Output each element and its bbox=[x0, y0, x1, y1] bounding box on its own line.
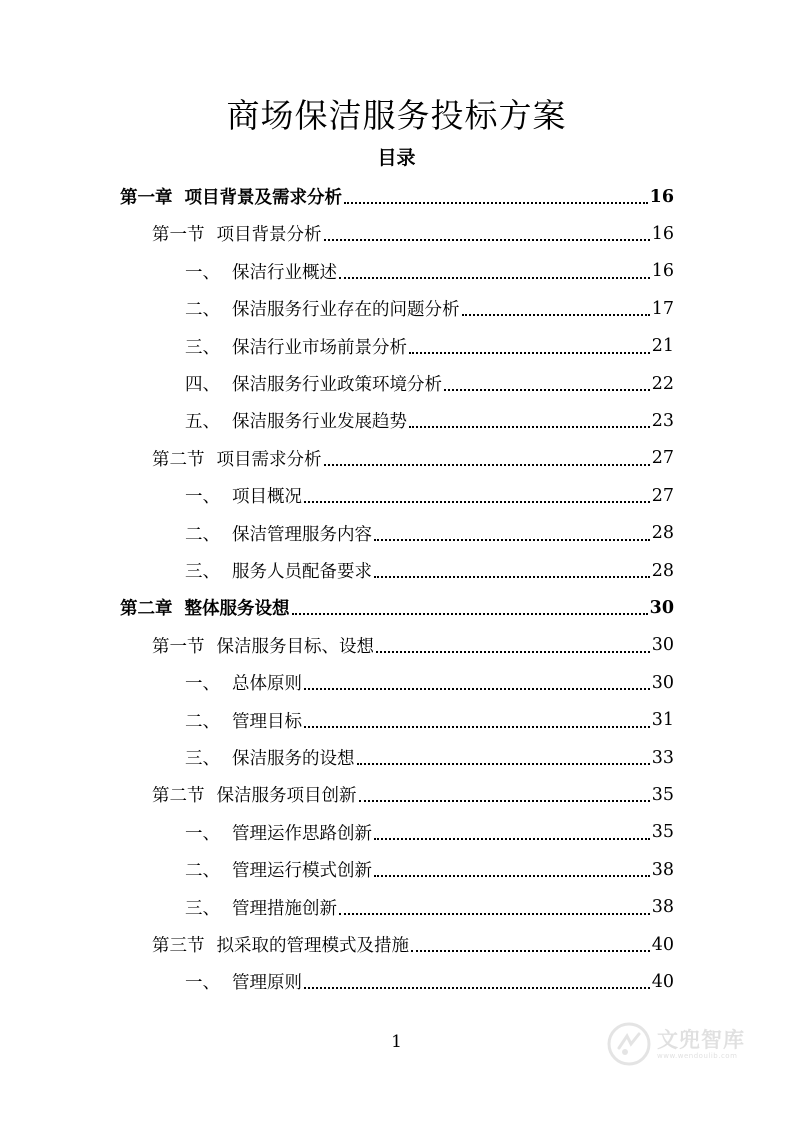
toc-entry-number: 一、 bbox=[185, 487, 220, 508]
toc-dot-leader bbox=[339, 913, 650, 915]
toc-entry-number: 三、 bbox=[185, 562, 220, 582]
toc-entry-title: 服务人员配备要求 bbox=[232, 562, 372, 582]
toc-entry[interactable] bbox=[152, 627, 674, 664]
toc-entry-page: 38 bbox=[651, 897, 674, 918]
toc-entry[interactable] bbox=[152, 440, 674, 477]
toc-dot-leader bbox=[304, 987, 650, 989]
toc-entry-page: 31 bbox=[651, 710, 674, 731]
toc-entry-number: 四、 bbox=[185, 375, 220, 395]
toc-entry-page: 22 bbox=[651, 373, 674, 394]
toc-entry-page: 27 bbox=[651, 485, 674, 506]
toc-entry-page: 28 bbox=[651, 560, 674, 581]
watermark-url: www.wendoulib.com bbox=[657, 1052, 738, 1060]
toc-entry-title: 保洁服务行业发展趋势 bbox=[232, 412, 407, 433]
toc-dot-leader bbox=[374, 838, 650, 840]
toc-entry-title: 保洁行业概述 bbox=[232, 262, 337, 283]
toc-entry[interactable] bbox=[152, 776, 674, 813]
toc-entry-number: 第三节 bbox=[152, 936, 205, 956]
toc-dot-leader bbox=[324, 239, 650, 241]
watermark bbox=[607, 1022, 745, 1066]
toc-entry[interactable] bbox=[185, 290, 674, 327]
page-number: 1 bbox=[391, 1032, 402, 1052]
toc-entry[interactable] bbox=[185, 851, 674, 888]
toc-entry[interactable] bbox=[185, 253, 674, 290]
toc-dot-leader bbox=[376, 651, 650, 653]
toc-entry-page: 33 bbox=[651, 747, 674, 768]
toc-entry-number: 一、 bbox=[185, 823, 220, 844]
toc-entry-number: 三、 bbox=[185, 337, 220, 358]
toc-entry[interactable] bbox=[185, 552, 674, 589]
toc-dot-leader bbox=[304, 688, 650, 690]
toc-dot-leader bbox=[444, 389, 650, 391]
toc-dot-leader bbox=[344, 202, 648, 204]
toc-entry-title: 保洁服务项目创新 bbox=[216, 786, 357, 807]
toc-entry[interactable] bbox=[185, 739, 674, 776]
toc-dot-leader bbox=[409, 352, 650, 354]
toc-entry-page: 30 bbox=[651, 635, 674, 656]
toc-dot-leader bbox=[374, 576, 650, 578]
toc-dot-leader bbox=[411, 950, 650, 952]
toc-dot-leader bbox=[292, 613, 648, 615]
toc-entry-title: 管理原则 bbox=[232, 973, 302, 994]
toc-entry-number: 二、 bbox=[185, 524, 220, 545]
toc-entry[interactable] bbox=[185, 402, 674, 439]
toc-entry-title: 拟采取的管理模式及措施 bbox=[216, 936, 409, 956]
toc-dot-leader bbox=[304, 726, 650, 728]
toc-entry[interactable] bbox=[120, 178, 674, 215]
toc-entry-number: 第二章 bbox=[120, 599, 173, 620]
toc-entry-title: 管理措施创新 bbox=[232, 898, 337, 919]
toc-entry-number: 二、 bbox=[185, 861, 220, 882]
toc-entry-page: 17 bbox=[651, 298, 674, 319]
toc-entry-number: 二、 bbox=[185, 300, 220, 321]
toc-entry-title: 管理运行模式创新 bbox=[232, 861, 372, 882]
toc-dot-leader bbox=[359, 800, 650, 802]
toc-entry-number: 第一节 bbox=[152, 225, 205, 246]
toc-entry[interactable] bbox=[152, 215, 674, 252]
toc-entry-page: 16 bbox=[651, 261, 674, 282]
toc-entry[interactable] bbox=[185, 328, 674, 365]
toc-entry[interactable] bbox=[185, 814, 674, 851]
toc-entry-number: 三、 bbox=[185, 898, 220, 919]
toc-entry[interactable] bbox=[185, 515, 674, 552]
toc-dot-leader bbox=[462, 314, 650, 316]
toc-entry-page: 30 bbox=[649, 597, 674, 618]
toc-entry-number: 三、 bbox=[185, 749, 220, 769]
toc-heading: 目录 bbox=[377, 147, 416, 169]
toc-entry-page: 27 bbox=[651, 448, 674, 469]
toc-entry[interactable] bbox=[185, 365, 674, 402]
toc-entry-title: 项目背景及需求分析 bbox=[184, 188, 342, 208]
toc-entry-number: 二、 bbox=[185, 711, 220, 732]
toc-entry-title: 项目概况 bbox=[232, 487, 302, 508]
toc-entry-number: 一、 bbox=[185, 674, 220, 695]
toc-entry-page: 35 bbox=[651, 784, 674, 805]
toc-entry-number: 五、 bbox=[185, 412, 220, 433]
toc-entry-page: 16 bbox=[649, 186, 674, 207]
toc-entry-page: 35 bbox=[651, 822, 674, 843]
toc-entry-number: 一、 bbox=[185, 973, 220, 994]
toc-entry-number: 第二节 bbox=[152, 786, 205, 807]
toc-entry-title: 保洁管理服务内容 bbox=[232, 524, 372, 545]
toc-entry-title: 保洁服务的设想 bbox=[232, 749, 355, 769]
watermark-text: 文兜智库 bbox=[657, 1028, 745, 1052]
toc-entry-title: 管理运作思路创新 bbox=[232, 823, 372, 844]
toc-entry-number: 一、 bbox=[185, 262, 220, 283]
toc-entry-number: 第二节 bbox=[152, 449, 205, 470]
toc-entry-page: 40 bbox=[651, 971, 674, 992]
toc-entry-title: 整体服务设想 bbox=[184, 599, 290, 620]
toc-entry[interactable] bbox=[185, 889, 674, 926]
toc-entry[interactable] bbox=[185, 963, 674, 1000]
toc-entry-number: 第一节 bbox=[152, 636, 205, 657]
toc-dot-leader bbox=[357, 763, 650, 765]
toc-entry-title: 保洁行业市场前景分析 bbox=[232, 337, 407, 358]
toc-entry[interactable] bbox=[185, 477, 674, 514]
toc-entry-page: 30 bbox=[651, 672, 674, 693]
toc-entry-page: 38 bbox=[651, 859, 674, 880]
toc-dot-leader bbox=[304, 501, 650, 503]
toc-entry-title: 项目背景分析 bbox=[216, 225, 322, 246]
toc-dot-leader bbox=[324, 464, 650, 466]
document-title: 商场保洁服务投标方案 bbox=[226, 96, 567, 135]
toc-entry-title: 保洁服务目标、设想 bbox=[216, 636, 374, 657]
toc-entry-title: 保洁服务行业存在的问题分析 bbox=[232, 300, 460, 321]
toc-entry-page: 21 bbox=[651, 336, 674, 357]
toc-entry-page: 28 bbox=[651, 523, 674, 544]
watermark-logo-icon bbox=[607, 1022, 651, 1066]
toc-dot-leader bbox=[374, 539, 650, 541]
toc-entry-title: 总体原则 bbox=[232, 674, 302, 695]
toc-dot-leader bbox=[339, 277, 650, 279]
toc-entry[interactable] bbox=[152, 926, 674, 963]
toc-entry[interactable] bbox=[185, 664, 674, 701]
toc-entry-page: 23 bbox=[651, 410, 674, 431]
toc-entry-page: 16 bbox=[651, 223, 674, 244]
toc-entry-title: 管理目标 bbox=[232, 711, 302, 732]
toc-entry-title: 项目需求分析 bbox=[216, 449, 322, 470]
toc-entry-page: 40 bbox=[651, 934, 674, 955]
toc-entry[interactable] bbox=[185, 702, 674, 739]
toc-entry[interactable] bbox=[120, 589, 674, 626]
toc-entry-title: 保洁服务行业政策环境分析 bbox=[232, 375, 442, 395]
toc-dot-leader bbox=[374, 875, 650, 877]
toc-entry-number: 第一章 bbox=[120, 188, 173, 208]
toc-dot-leader bbox=[409, 426, 650, 428]
